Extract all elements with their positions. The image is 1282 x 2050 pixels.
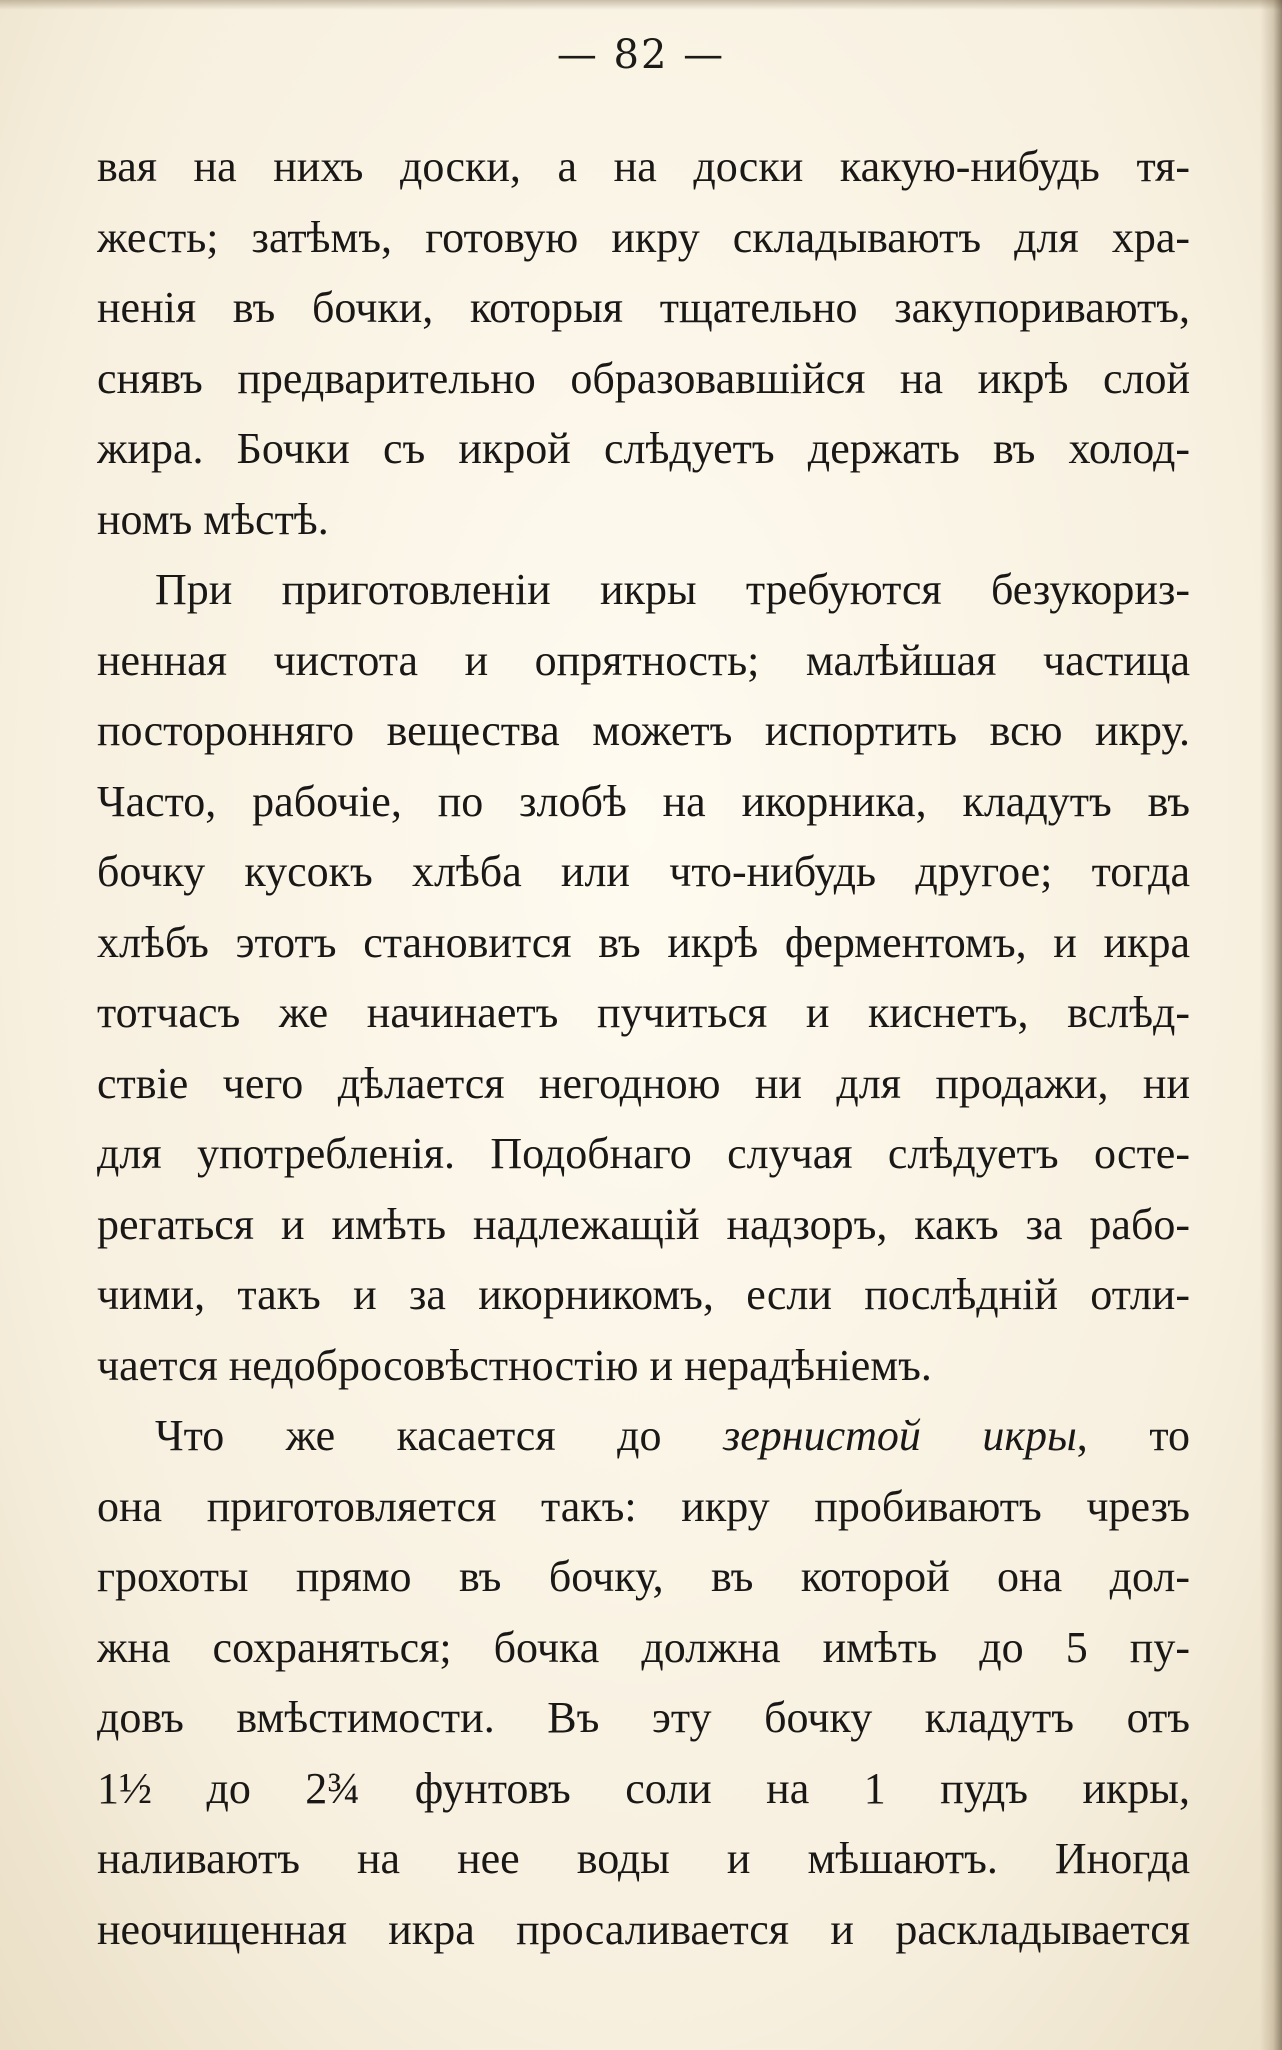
text-line: она приготовляется такъ: икру пробиваютъ чрезъ [97,1481,1190,1531]
page-binding-edge [1260,0,1282,2050]
body-text [97,132,1190,1965]
text-line: 1½ до 2¾ фунтовъ соли на 1 пудъ икры, [97,1763,1190,1813]
text-line: Часто, рабочіе, по злобѣ на икорника, кладутъ въ [97,776,1190,826]
text-line: чается недобросовѣстностію и нерадѣніемъ. [97,1340,932,1390]
text-line: номъ мѣстѣ. [97,494,329,544]
text-line-mixed [97,1401,1190,1472]
text-line: хлѣбъ этотъ становится въ икрѣ ферментомъ, и икра [97,917,1190,967]
text-line: ненная чистота и опрятность; малѣйшая частица [97,635,1190,685]
text-line: неочищенная икра просаливается и раскладывается [97,1904,1190,1954]
page-number: — 82 — [556,32,726,78]
text-line: вая на нихъ доски, а на доски какую-нибудь тя- [97,142,1190,191]
text-line: регаться и имѣть надлежащій надзоръ, какъ за рабо- [97,1199,1190,1249]
text-line: довъ вмѣстимости. Въ эту бочку кладутъ отъ [97,1693,1190,1742]
text-line: чими, такъ и за икорникомъ, если послѣдній отли- [97,1270,1190,1319]
text-line: жна сохраняться; бочка должна имѣть до 5 пу- [97,1622,1190,1672]
text-line: снявъ предварительно образовавшійся на икрѣ слой [97,353,1190,403]
text-line: жира. Бочки съ икрой слѣдуетъ держать въ холод- [97,424,1190,473]
page-top-edge [0,0,1282,10]
text-line: жесть; затѣмъ, готовую икру складываютъ для хра- [97,212,1190,262]
text-line: наливаютъ на нее воды и мѣшаютъ. Иногда [97,1834,1190,1883]
text-line: для употребленія. Подобнаго случая слѣдуетъ осте- [97,1129,1190,1178]
italic-term: зернистой икры [723,1411,1077,1460]
text-line: тотчасъ же начинаетъ пучиться и киснетъ, вслѣд- [97,988,1190,1037]
text-line: При приготовленіи икры требуются безукориз- [155,565,1190,614]
text-run: Что же касается до [155,1411,662,1460]
text-line: ненія въ бочки, которыя тщательно закупориваютъ, [97,283,1190,332]
text-line: бочку кусокъ хлѣба или что-нибудь другое; тогда [97,847,1190,896]
text-line: грохоты прямо въ бочку, въ которой она дол- [97,1552,1190,1601]
text-line: ствіе чего дѣлается негодною ни для продажи, ни [97,1058,1190,1108]
text-run: , то [1076,1411,1190,1460]
text-line: посторонняго вещества можетъ испортить всю икру. [97,706,1190,755]
